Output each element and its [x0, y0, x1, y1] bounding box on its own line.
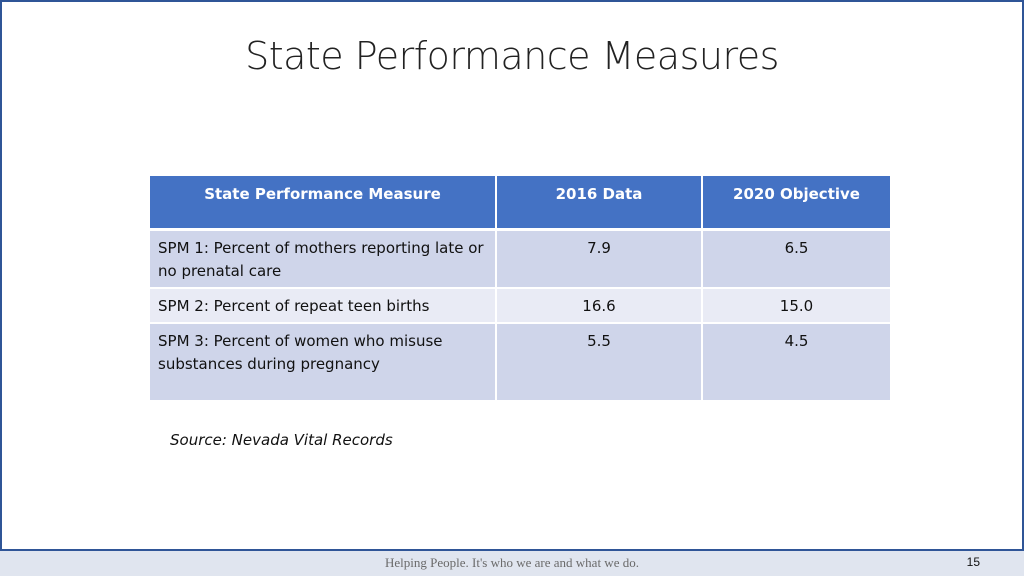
table-row — [150, 229, 890, 288]
measure-cell: SPM 2: Percent of repeat teen births — [150, 288, 496, 323]
table-row — [150, 288, 890, 323]
objective-2020-cell: 6.5 — [702, 229, 890, 288]
objective-2020-cell: 4.5 — [702, 323, 890, 400]
measure-cell: SPM 3: Percent of women who misuse substances during pregnancy — [150, 323, 496, 400]
measure-cell: SPM 1: Percent of mothers reporting late or no prenatal care — [150, 229, 496, 288]
source-note: Source: Nevada Vital Records — [170, 431, 393, 449]
table-row — [150, 323, 890, 400]
data-2016-cell: 7.9 — [496, 229, 702, 288]
header-2020-objective: 2020 Objective — [702, 176, 890, 229]
footer-tagline: Helping People. It's who we are and what we do. — [385, 555, 639, 570]
objective-2020-cell: 15.0 — [702, 288, 890, 323]
page-title: State Performance Measures — [245, 34, 779, 78]
data-2016-cell: 16.6 — [496, 288, 702, 323]
header-measure: State Performance Measure — [150, 176, 496, 229]
page-number: 15 — [966, 555, 980, 569]
data-2016-cell: 5.5 — [496, 323, 702, 400]
footer-bar — [0, 549, 1024, 576]
header-2016-data: 2016 Data — [496, 176, 702, 229]
table-header-row — [150, 176, 890, 229]
performance-table — [150, 176, 890, 400]
